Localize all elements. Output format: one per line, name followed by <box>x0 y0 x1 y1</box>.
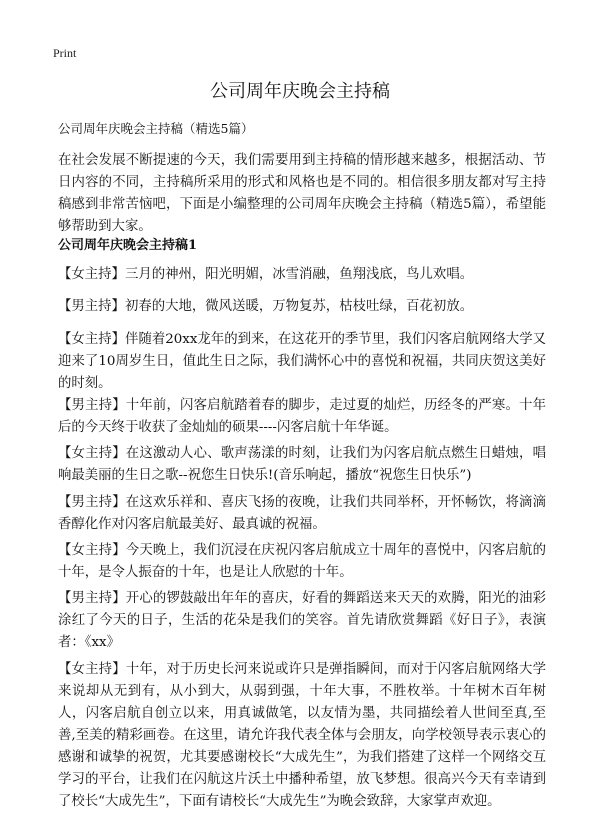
script-paragraph: 【女主持】伴随着20xx龙年的到来，在这花开的季节里，我们闪客启航网络大学又迎来了10周岁生日，值此生日之际，我们满怀心中的喜悦和祝福，共同庆贺这美好的时刻。 <box>58 332 546 391</box>
script-paragraph: 【男主持】开心的锣鼓敲出年年的喜庆，好看的舞蹈送来天天的欢腾，阳光的油彩涂红了今天的日子，生活的花朵是我们的笑容。首先请欣赏舞蹈《好日子》，表演者：《xx》 <box>58 591 546 650</box>
script-paragraph: 【女主持】三月的神州，阳光明媚，冰雪消融，鱼翔浅底，鸟儿欢唱。 <box>58 267 474 282</box>
print-link[interactable]: Print <box>53 46 77 60</box>
document-subtitle: 公司周年庆晚会主持稿（精选5篇） <box>58 121 254 136</box>
intro-paragraph: 在社会发展不断提速的今天，我们需要用到主持稿的情形越来越多，根据活动、节日内容的不同，主持稿所采用的形式和风格也是不同的。相信很多朋友都对写主持稿感到非常苦恼吧，下面是小编整理的公司周年庆晚会主持稿（精选5篇），希望能够帮助到大家。 <box>58 153 546 234</box>
script-paragraph: 【男主持】十年前，闪客启航踏着春的脚步，走过夏的灿烂，历经冬的严寒。十年后的今天终于收获了金灿灿的硕果----闪客启航十年华诞。 <box>58 398 546 435</box>
document-title: 公司周年庆晚会主持稿 <box>210 81 390 102</box>
script-paragraph: 【女主持】今天晚上，我们沉浸在庆祝闪客启航成立十周年的喜悦中，闪客启航的十年，是令人振奋的十年，也是让人欣慰的十年。 <box>58 543 546 580</box>
script-paragraph: 【女主持】在这激动人心、歌声荡漾的时刻，让我们为闪客启航点燃生日蜡烛，唱响最美丽的生日之歌--祝您生日快乐!(音乐响起，播放“祝您生日快乐”) <box>58 446 546 483</box>
script-paragraph: 【男主持】初春的大地，微风送暖，万物复苏，枯枝吐绿，百花初放。 <box>58 299 474 314</box>
script-paragraph: 【男主持】在这欢乐祥和、喜庆飞扬的夜晚，让我们共同举杯，开怀畅饮，将滴滴香醇化作对闪客启航最美好、最真诚的祝福。 <box>58 495 546 532</box>
script-paragraph: 【女主持】十年，对于历史长河来说或许只是弹指瞬间，而对于闪客启航网络大学来说却从无到有，从小到大，从弱到强，十年大事，不胜枚举。十年树木百年树人，闪客启航自创立以来，用真诚做笔，以友情为墨，共同描绘着人世间至真,至善,至美的精彩画卷。在这里，请允许我代表全体与会朋友，向学校领导表示衷心的感谢和诚挚的祝贺，尤其要感谢校长“大成先生”，为我们搭建了这样一个网络交互学习的平台，让我们在闪航这片沃土中播种希望，放飞梦想。很高兴今天有幸请到了校长“大成先生”，下面有请校长“大成先生”为晚会致辞，大家掌声欢迎。 <box>58 662 546 809</box>
section-heading: 公司周年庆晚会主持稿1 <box>58 238 198 253</box>
